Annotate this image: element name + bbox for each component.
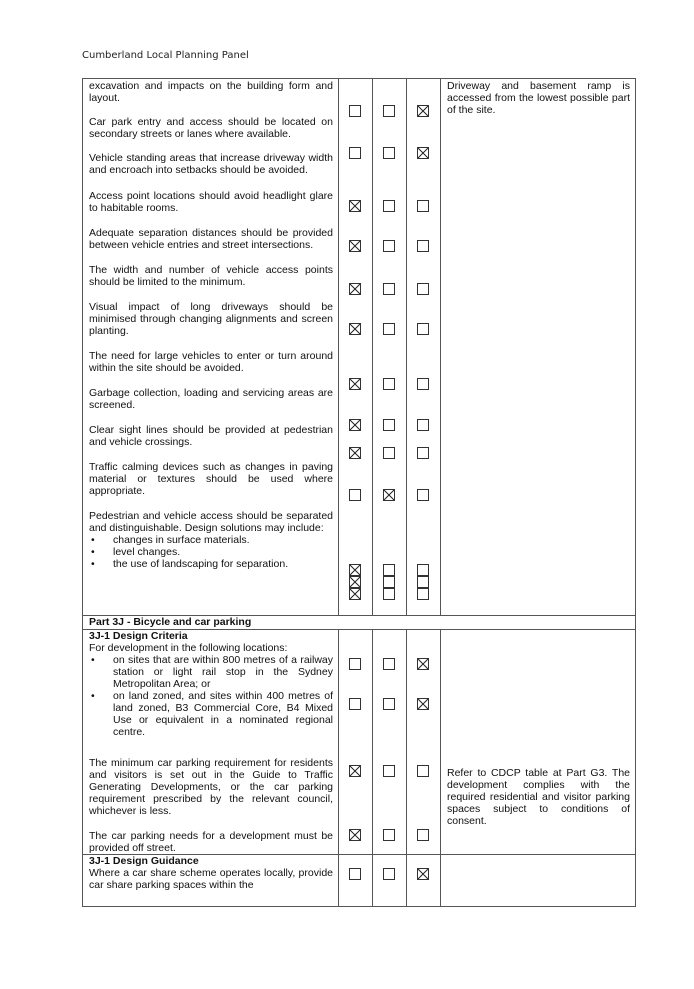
checkbox[interactable]	[383, 200, 395, 212]
checkbox[interactable]	[383, 765, 395, 777]
checked-checkbox[interactable]	[349, 240, 361, 252]
checkbox-column-2	[373, 855, 407, 907]
checkbox[interactable]	[417, 829, 429, 841]
checkbox[interactable]	[383, 829, 395, 841]
section-header-cell	[83, 616, 636, 630]
checkbox-column-2	[373, 79, 407, 616]
bullet-item: • the use of landscaping for separation.	[91, 558, 289, 570]
comment-cell	[441, 79, 636, 616]
comment-cell	[441, 855, 636, 907]
checked-checkbox[interactable]	[417, 698, 429, 710]
checkbox-column-1	[339, 79, 373, 616]
section-row	[83, 616, 636, 630]
checked-checkbox[interactable]	[349, 576, 361, 588]
criteria-item: Pedestrian and vehicle access should be separated and distinguishable. Design solutions may include:	[89, 510, 333, 534]
checkbox[interactable]	[417, 419, 429, 431]
criteria-item: excavation and impacts on the building form and layout.	[89, 80, 333, 104]
checkbox[interactable]	[383, 698, 395, 710]
checked-checkbox[interactable]	[349, 200, 361, 212]
cross-mark-icon	[350, 448, 360, 458]
criteria-item: The width and number of vehicle access points should be limited to the minimum.	[89, 264, 333, 288]
checked-checkbox[interactable]	[349, 378, 361, 390]
criteria-cell	[83, 630, 339, 855]
checkbox[interactable]	[349, 868, 361, 880]
criteria-intro: For development in the following locations:	[89, 642, 288, 654]
cross-mark-icon	[350, 830, 360, 840]
checkbox[interactable]	[417, 489, 429, 501]
cross-mark-icon	[350, 241, 360, 251]
criteria-item: The need for large vehicles to enter or turn around within the site should be avoided.	[89, 350, 333, 374]
criteria-item: The minimum car parking requirement for residents and visitors is set out in the Guide to Traffic Generating Developments, or the car parking requirement prescribed by the relevant council, whichever is less.	[89, 757, 333, 817]
compliance-table	[82, 78, 636, 907]
bullet-icon: •	[91, 654, 95, 666]
checkbox[interactable]	[383, 564, 395, 576]
checkbox[interactable]	[383, 147, 395, 159]
bullet-item: • on land zoned, and sites within 400 metres of land zoned, B3 Commercial Core, B4 Mixed Use or equivalent in a nominated regional centre.	[91, 690, 333, 738]
cross-mark-icon	[350, 284, 360, 294]
comment-text: Driveway and basement ramp is accessed from the lowest possible part of the site.	[447, 80, 630, 116]
cross-mark-icon	[418, 148, 428, 158]
bullet-item: • changes in surface materials.	[91, 534, 250, 546]
table-row	[83, 855, 636, 907]
checkbox[interactable]	[417, 576, 429, 588]
cross-mark-icon	[418, 699, 428, 709]
checkbox[interactable]	[383, 658, 395, 670]
criteria-heading: 3J-1 Design Criteria	[89, 630, 188, 642]
section-title: Part 3J - Bicycle and car parking	[89, 616, 252, 628]
checkbox[interactable]	[417, 765, 429, 777]
criteria-item: Car park entry and access should be located on secondary streets or lanes where available.	[89, 116, 333, 140]
checked-checkbox[interactable]	[417, 658, 429, 670]
checked-checkbox[interactable]	[417, 147, 429, 159]
bullet-icon: •	[91, 690, 95, 702]
checkbox-column-1	[339, 630, 373, 855]
checkbox[interactable]	[417, 200, 429, 212]
checkbox[interactable]	[383, 576, 395, 588]
bullet-icon: •	[91, 546, 95, 558]
cross-mark-icon	[350, 201, 360, 211]
criteria-item: Adequate separation distances should be provided between vehicle entries and street intersections.	[89, 227, 333, 251]
cross-mark-icon	[384, 490, 394, 500]
checkbox[interactable]	[417, 283, 429, 295]
criteria-item: The car parking needs for a development must be provided off street.	[89, 830, 333, 854]
cross-mark-icon	[350, 420, 360, 430]
comment-text: Refer to CDCP table at Part G3. The development complies with the required residential and visitor parking spaces subject to conditions of consent.	[447, 767, 630, 827]
checked-checkbox[interactable]	[383, 489, 395, 501]
criteria-item: Garbage collection, loading and servicing areas are screened.	[89, 387, 333, 411]
criteria-item: Visual impact of long driveways should be minimised through changing alignments and screen planting.	[89, 301, 333, 337]
criteria-item: Where a car share scheme operates locally, provide car share parking spaces within the	[89, 867, 333, 891]
checkbox[interactable]	[383, 105, 395, 117]
checkbox[interactable]	[383, 283, 395, 295]
criteria-cell	[83, 855, 339, 907]
bullet-item: • level changes.	[91, 546, 181, 558]
checkbox-column-3	[407, 630, 441, 855]
criteria-heading: 3J-1 Design Guidance	[89, 855, 199, 867]
cross-mark-icon	[350, 589, 360, 599]
cross-mark-icon	[350, 565, 360, 575]
checkbox-column-3	[407, 855, 441, 907]
cross-mark-icon	[418, 106, 428, 116]
checkbox[interactable]	[417, 323, 429, 335]
checked-checkbox[interactable]	[349, 419, 361, 431]
table-row	[83, 630, 636, 855]
checkbox-column-2	[373, 630, 407, 855]
checked-checkbox[interactable]	[349, 564, 361, 576]
bullet-item: • on sites that are within 800 metres of a railway station or light rail stop in the Sydney Metropolitan Area; or	[91, 654, 333, 690]
cross-mark-icon	[418, 659, 428, 669]
cross-mark-icon	[418, 869, 428, 879]
checked-checkbox[interactable]	[349, 323, 361, 335]
checkbox[interactable]	[383, 868, 395, 880]
bullet-icon: •	[91, 534, 95, 546]
checkbox[interactable]	[383, 323, 395, 335]
checkbox[interactable]	[349, 698, 361, 710]
checkbox-column-1	[339, 855, 373, 907]
checkbox[interactable]	[383, 419, 395, 431]
checkbox[interactable]	[349, 658, 361, 670]
checkbox[interactable]	[383, 588, 395, 600]
checked-checkbox[interactable]	[349, 447, 361, 459]
checkbox[interactable]	[349, 105, 361, 117]
bullet-icon: •	[91, 558, 95, 570]
checked-checkbox[interactable]	[349, 283, 361, 295]
criteria-item: Vehicle standing areas that increase driveway width and encroach into setbacks should be avoided.	[89, 152, 333, 176]
criteria-item: Clear sight lines should be provided at pedestrian and vehicle crossings.	[89, 424, 333, 448]
checkbox[interactable]	[383, 240, 395, 252]
checkbox[interactable]	[417, 564, 429, 576]
checkbox[interactable]	[417, 447, 429, 459]
checkbox[interactable]	[383, 447, 395, 459]
page-header: Cumberland Local Planning Panel	[82, 50, 249, 61]
checked-checkbox[interactable]	[349, 765, 361, 777]
cross-mark-icon	[350, 379, 360, 389]
checkbox[interactable]	[417, 588, 429, 600]
checkbox[interactable]	[417, 240, 429, 252]
checkbox[interactable]	[349, 147, 361, 159]
cross-mark-icon	[350, 577, 360, 587]
checkbox-column-3	[407, 79, 441, 616]
cross-mark-icon	[350, 766, 360, 776]
checked-checkbox[interactable]	[349, 588, 361, 600]
criteria-item: Traffic calming devices such as changes in paving material or textures should be used where appropriate.	[89, 461, 333, 497]
comment-cell	[441, 630, 636, 855]
criteria-cell	[83, 79, 339, 616]
table-row	[83, 79, 636, 616]
checked-checkbox[interactable]	[349, 829, 361, 841]
criteria-item: Access point locations should avoid headlight glare to habitable rooms.	[89, 190, 333, 214]
checkbox[interactable]	[417, 378, 429, 390]
cross-mark-icon	[350, 324, 360, 334]
checked-checkbox[interactable]	[417, 105, 429, 117]
checked-checkbox[interactable]	[417, 868, 429, 880]
checkbox[interactable]	[383, 378, 395, 390]
checkbox[interactable]	[349, 489, 361, 501]
